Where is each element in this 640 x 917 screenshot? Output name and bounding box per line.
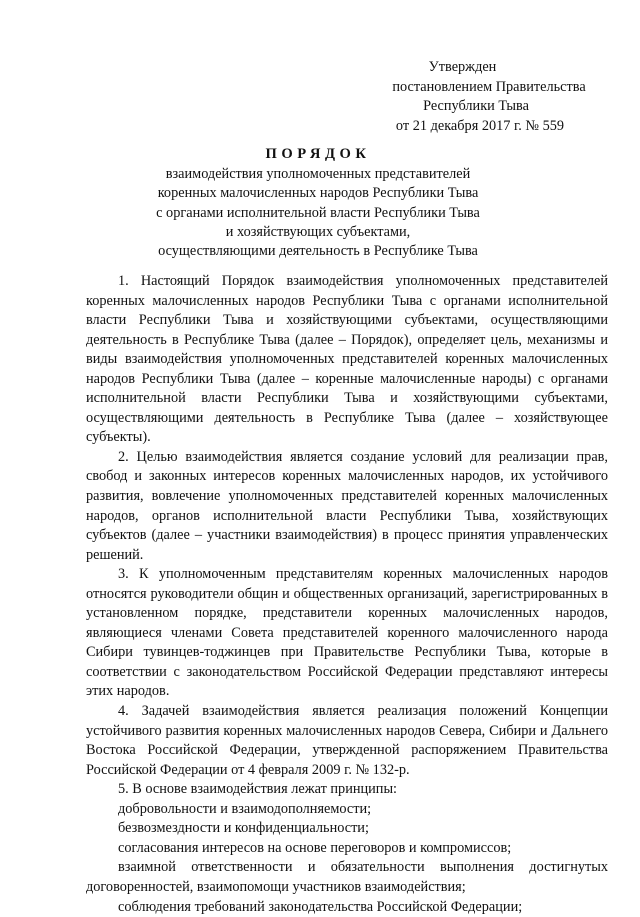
document-heading bbox=[88, 145, 548, 261]
document-body bbox=[86, 272, 608, 917]
approval-line-decree: постановлением Правительства bbox=[368, 78, 610, 98]
approval-line-republic: Республики Тыва bbox=[342, 97, 610, 117]
paragraph-3: 3. К уполномоченным представителям коренных малочисленных народов относятся руководители общин и общественных организаций, зарегистрированных в установленном порядке, представители коренных малочисленных народов, являющиеся членами Совета представителей коренного малочисленного народа Сибири тувинцев-тоджинцев при Правительстве Республики Тыва, которые в соответствии с законодательством Российской Федерации представляют интересы этих народов. bbox=[86, 565, 608, 702]
principle-item: взаимной ответственности и обязательности выполнения достигнутых договоренностей, взаимопомощи участников взаимодействия; bbox=[86, 858, 608, 897]
subtitle-line: коренных малочисленных народов Республики Тыва bbox=[88, 184, 548, 203]
principle-item: согласования интересов на основе переговоров и компромиссов; bbox=[86, 839, 608, 859]
approval-line-date: от 21 декабря 2017 г. № 559 bbox=[350, 117, 610, 137]
subtitle-line: осуществляющими деятельность в Республике Тыва bbox=[88, 242, 548, 261]
paragraph-4: 4. Задачей взаимодействия является реализация положений Концепции устойчивого развития коренных малочисленных народов Севера, Сибири и Дальнего Востока Российской Федерации, утвержденной распоряжением Правительства Российской Федерации от 4 февраля 2009 г. № 132-р. bbox=[86, 702, 608, 780]
subtitle-line: и хозяйствующих субъектами, bbox=[88, 223, 548, 242]
principle-item: соблюдения требований законодательства Российской Федерации; bbox=[86, 898, 608, 917]
subtitle-line: с органами исполнительной власти Республики Тыва bbox=[88, 204, 548, 223]
approval-stamp bbox=[360, 58, 610, 136]
principle-item: безвозмездности и конфиденциальности; bbox=[86, 819, 608, 839]
document-subtitle bbox=[88, 165, 548, 261]
paragraph-2: 2. Целью взаимодействия является создание условий для реализации прав, свобод и законных интересов коренных малочисленных народов, их устойчивого развития, вовлечение уполномоченных представителей коренных малочисленных народов, органов исполнительной власти Республики Тыва, хозяйствующих субъектов (далее – участники взаимодействия) в процесс принятия управленческих решений. bbox=[86, 448, 608, 565]
subtitle-line: взаимодействия уполномоченных представителей bbox=[88, 165, 548, 184]
paragraph-1: 1. Настоящий Порядок взаимодействия уполномоченных представителей коренных малочисленных народов Республики Тыва с органами исполнительной власти Республики Тыва и хозяйствующими субъектами, осуществляющими деятельность в Республике Тыва (далее – Порядок), определяет цель, механизмы и виды взаимодействия уполномоченных представителей коренных малочисленных народов Республики Тыва (далее – коренные малочисленные народы) с органами исполнительной власти Республики Тыва и хозяйствующими субъектами, осуществляющими деятельность в Республике Тыва (далее – хозяйствующее субъекты). bbox=[86, 272, 608, 448]
principle-item: добровольности и взаимодополняемости; bbox=[86, 800, 608, 820]
document-title: ПОРЯДОК bbox=[88, 145, 548, 164]
approval-line-approved: Утвержден bbox=[315, 58, 610, 78]
paragraph-5: 5. В основе взаимодействия лежат принципы: bbox=[86, 780, 608, 800]
